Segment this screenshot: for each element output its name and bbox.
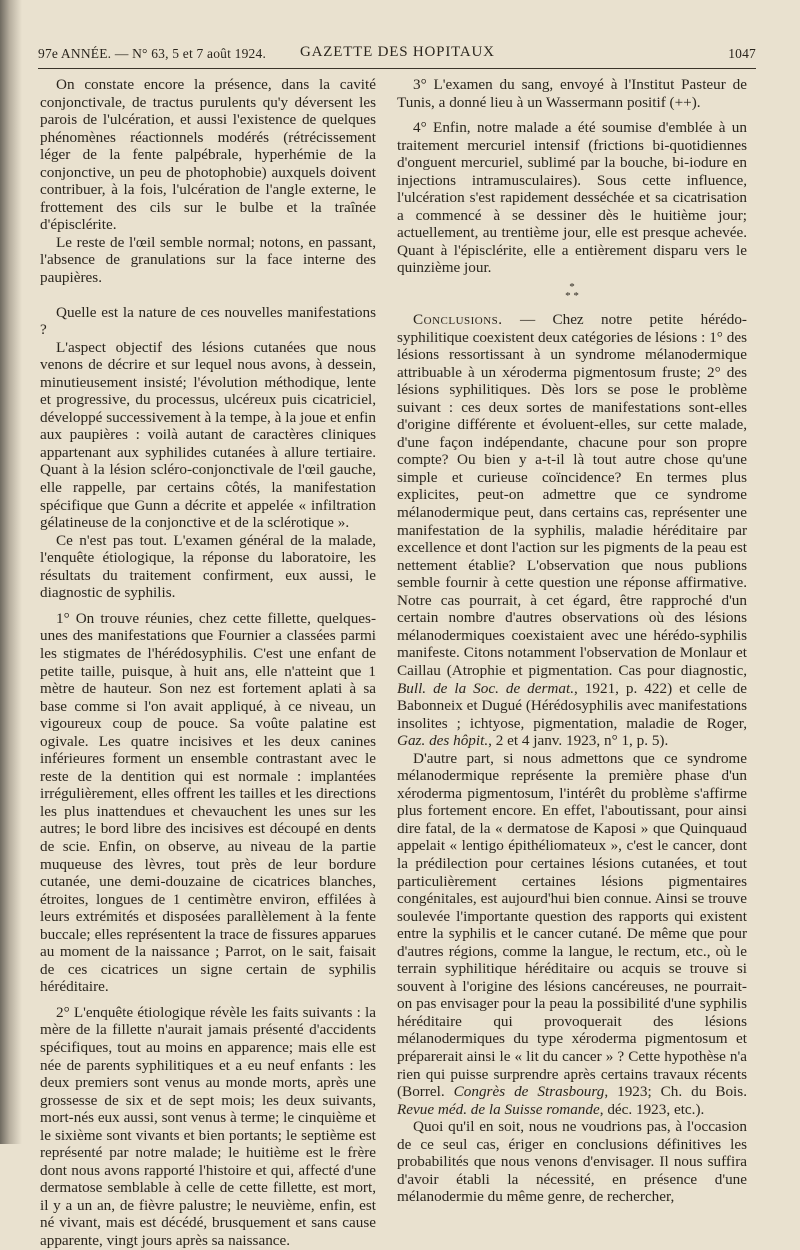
text-run: , 1923; Ch. du Bois. — [604, 1083, 747, 1101]
text-run: , 1921, p. 422) et celle de Babonneix et Dugué (Hérédosyphilis avec manifestations insolites ; ichtyose, pigmentation, maladie de Roger, — [397, 679, 748, 732]
running-header — [38, 44, 756, 66]
paragraph: 4° Enfin, notre malade a été soumise d'emblée à un traitement mercuriel intensif (frictions bi-quotidiennes d'onguent mercuriel, sublimé par la bouche, bi-iodure en injections intramusculaires). Sous cette influence, l'ulcération s'est rapidement desséchée et sa cicatrisation a commencé à se dessiner dès le huitième jour; actuellement, au trentième jour, elle est presque achevée. Quant à l'épisclérite, elle a entièrement disparu vers le quinzième jour. — [397, 119, 747, 277]
left-column — [40, 76, 376, 1250]
paragraph: Quoi qu'il en soit, nous ne voudrions pas, à l'occasion de ce seul cas, ériger en conclusions définitives les probabilités que nous venons d'envisager. Il nous suffira d'avoir établi la nécessité, en présence d'une mélanodermie du même genre, de rechercher, — [397, 1118, 747, 1206]
paragraph: Le reste de l'œil semble normal; notons, en passant, l'absence de granulations sur la face interne des paupières. — [40, 233, 376, 287]
header-rule — [38, 68, 756, 69]
separator-stars: * * — [565, 290, 579, 303]
page-number: 1047 — [728, 46, 756, 61]
paragraph: 2° L'enquête étiologique révèle les faits suivants : la mère de la fillette n'aurait jamais présenté d'accidents spécifiques, tout au moins en apparence; mais elle est née de parents syphilitiques et a eu neuf enfants : les deux premiers sont venus au monde morts, après une grossesse de six et de sept mois; les deux suivants, mort-nés eux aussi, sont venus à terme; le cinquième et le sixième sont vivants et bien portants; le septième est représenté par notre malade; le huitième est le frère dont nous avons rapporté l'histoire et qui, affecté d'une dermatose semblable à celle de cette fillette, est mort, il y a un an, de fièvre palustre; le neuvième, enfin, est né vivant, mais est décédé, brusquement et sans cause apparente, vingt jours après sa naissance. — [40, 1003, 376, 1249]
journal-title: GAZETTE DES HOPITAUX — [300, 44, 495, 60]
text-run: — Chez notre petite hérédo-syphilitique coexistent deux catégories de lésions : 1° des lésions ressortissant à un syndrome mélanodermique attribuable à un xéroderma pigmentosum fruste; 2° des lésions syphilitiques. Dès lors se pose le problème suivant : ces deux sortes de manifestations sont-elles d'origine différente et évoluent-elles, sur cette malade, d'une façon indépendante, chacune pour son propre compte? Ou bien y a-t-il là tout autre chose qu'une simple et curieuse coïncidence? En termes plus explicites, peut-on admettre que ce syndrome mélanodermique peut, dans certains cas, représenter une manifestation de la syphilis, maladie héréditaire par excellence et dont l'action sur les pigments de la peau est nettement établie? L'observation que nous publions semble fournir à cette question une réponse affirmative. Notre cas pourrait, à cet égard, être rapproché d'un certain nombre d'autres observations où des lésions mélanodermiques coexistaient avec une hérédo-syphilis manifeste. Citons notamment l'observation de Monlaur et Caillau (Atrophie et pigmentation. Cas pour diagnostic, — [397, 311, 747, 679]
reference-title: Congrès de Strasbourg — [453, 1083, 605, 1101]
conclusions-paragraph — [397, 311, 747, 750]
section-separator — [397, 283, 747, 301]
paragraph: L'aspect objectif des lésions cutanées que nous venons de décrire et sur lequel nous avons, à dessein, minutieusement insisté; l'évolution méthodique, lente et progressive, du processus, ulcéreux puis cicatriciel, développé successivement à la tempe, à la joue et enfin aux paupières : voilà autant de caractères cliniques appartenant aux syphilides cutanées à allure tertiaire. Quant à la lésion scléro-conjonctivale de l'œil gauche, elle rappelle, par certains côtés, la manifestation spécifique que Gunn a décrite et appelée « infiltration gélatineuse de la conjonctive et de la sclérotique ». — [40, 338, 376, 532]
paragraph: Ce n'est pas tout. L'examen général de la malade, l'enquête étiologique, la réponse du laboratoire, les résultats du traitement confirment, eux aussi, le diagnostic de syphilis. — [40, 531, 376, 602]
page-binding-shadow — [0, 0, 22, 1144]
paragraph — [397, 750, 747, 1118]
conclusions-heading: Conclusions. — [413, 311, 503, 329]
text-run: D'autre part, si nous admettons que ce syndrome mélanodermique représente la première phase d'un xéroderma pigmentosum, l'intérêt du problème s'affirme plus fortement encore. En effet, l'aboutissant, pour ainsi dire fatal, de la « dermatose de Kaposi » que Quinquaud appelait « lentigo épithéliomateux », c'est le cancer, dont la prédilection pour certaines lésions cutanées, et tout particulièrement certaines lésions pigmentaires congénitales, est aujourd'hui bien connue. Ainsi se trouve soulevée l'importante question des rapports qui existent entre la syphilis et le cancer cutané. De même que pour d'autres régions, comme la langue, le rectum, etc., où le terrain syphilitique héréditaire ou acquis se trouve si souvent à l'origine des lésions cancéreuses, ne pourrait-on pas envisager pour la peau la possibilité d'une syphilis héréditaire qui provoquerait des lésions mélanodermiques du type xéroderma pigmentosum et préparerait ainsi le « lit du cancer » ? Cette hypothèse n'a rien qui puisse surprendre après certains travaux récents (Borrel. — [397, 749, 747, 1101]
paragraph: On constate encore la présence, dans la cavité conjonctivale, de tractus purulents qu'y déversent les parois de l'ulcération, et aussi l'existence de quelques phénomènes réactionnels modérés (rétrécissement léger de la fente palpébrale, hyperhémie de la conjonctive, un peu de photophobie) auxquels doivent contribuer, à la fois, l'ulcération de l'angle externe, le frottement des cils sur le bulbe et la traînée d'épisclérite. — [40, 76, 376, 234]
reference-title: Gaz. des hôpit. — [397, 732, 489, 750]
reference-title: Bull. de la Soc. de dermat. — [397, 679, 575, 697]
text-run: , déc. 1923, etc.). — [599, 1100, 705, 1118]
paragraph: 3° L'examen du sang, envoyé à l'Institut Pasteur de Tunis, a donné lieu à un Wassermann positif (++). — [397, 76, 747, 111]
paragraph: Quelle est la nature de ces nouvelles manifestations ? — [40, 303, 376, 339]
separator-star: * — [569, 281, 575, 294]
right-column — [397, 76, 747, 1206]
text-run: , 2 et 4 janv. 1923, n° 1, p. 5). — [488, 732, 669, 750]
paragraph: 1° On trouve réunies, chez cette fillette, quelques-unes des manifestations que Fournier a classées parmi les stigmates de l'hérédosyphilis. C'est une enfant de petite taille, puisque, à huit ans, elle n'atteint que 1 mètre de hauteur. Son nez est fortement aplati à sa base comme si l'on avait appliqué, à ce niveau, un vigoureux coup de pouce. Sa voûte palatine est ogivale. Les quatre incisives et les deux canines inférieures forment un ensemble contrastant avec le reste de la dentition qui est normale : implantées irrégulièrement, elles offrent les tailles et les directions les plus inattendues et chevauchent les unes sur les autres; le bord libre des incisives est découpé en dents de scie. Enfin, on observe, au niveau de la partie muqueuse des lèvres, tout près de leur bordure cutanée, une demi-douzaine de cicatrices blanches, étroites, longues de 1 centimètre environ, effilées à leurs extrémités et disposées parallèlement à la fente buccale; elles représentent la trace de fissures apparues au moment de la naissance ; Parrot, on le sait, faisait de ces cicatrices un signe certain de syphilis héréditaire. — [40, 609, 376, 996]
reference-title: Revue méd. de la Suisse romande — [397, 1100, 600, 1118]
issue-info: 97e ANNÉE. — N° 63, 5 et 7 août 1924. — [38, 46, 267, 61]
